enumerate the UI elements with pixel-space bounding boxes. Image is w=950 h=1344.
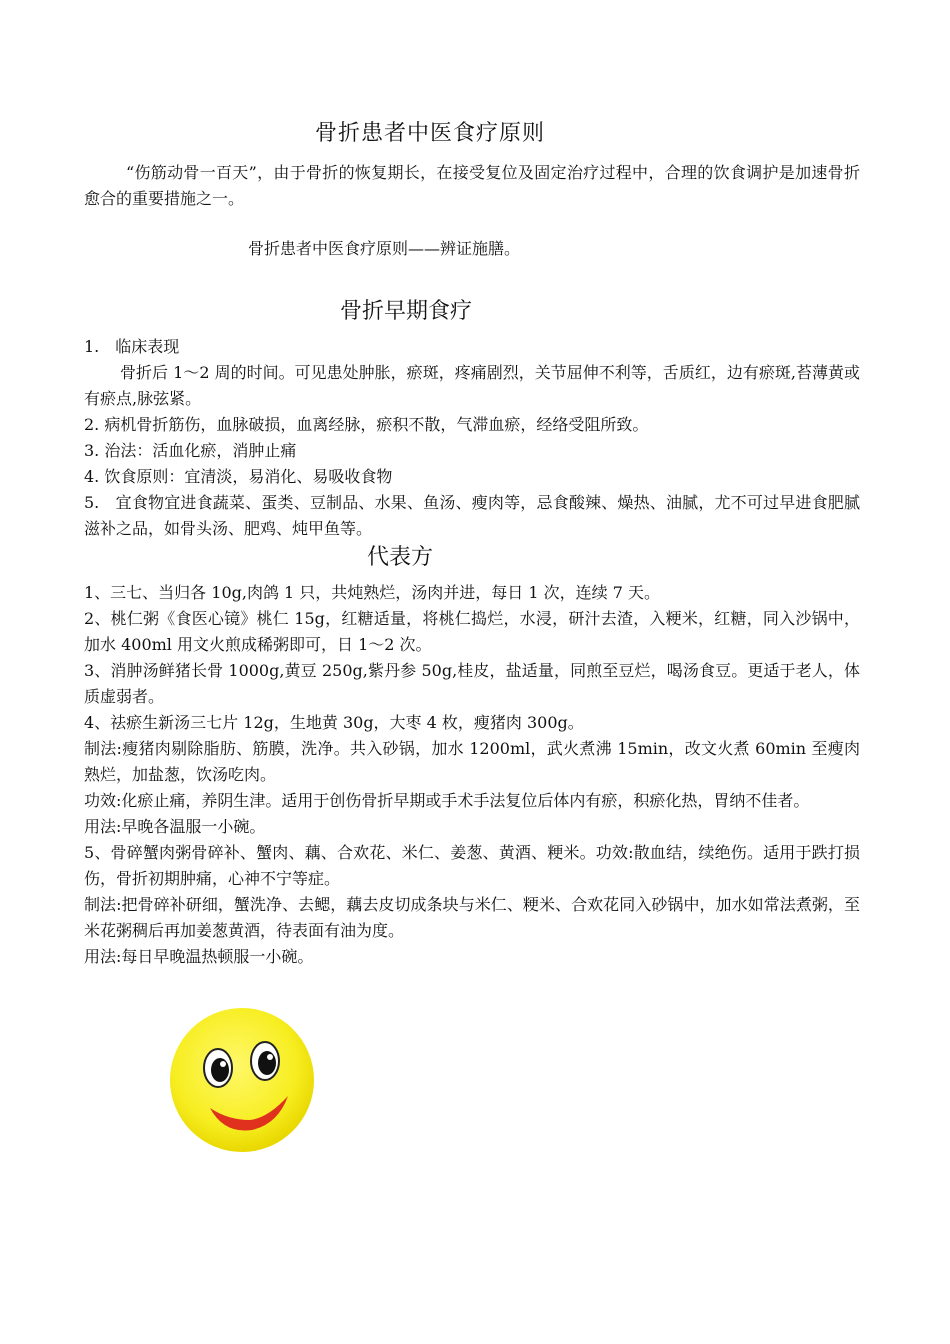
recipe-item: 用法:早晚各温服一小碗。: [84, 817, 266, 836]
intro-paragraph: [84, 160, 860, 212]
list-item: 1. 临床表现: [84, 337, 180, 356]
recipe-list: [84, 580, 860, 970]
page-title: 骨折患者中医食疗原则: [314, 121, 545, 146]
principle-line: 骨折患者中医食疗原则——辨证施膳。: [248, 239, 521, 258]
smiley-face-icon: [168, 1006, 316, 1154]
recipe-item: 1、三七、当归各 10g,肉鸽 1 只，共炖熟烂，汤肉并进，每日 1 次，连续 7 天。: [84, 583, 661, 602]
list-item: 4. 饮食原则：宜清淡，易消化、易吸收食物: [84, 467, 393, 486]
recipe-item: 用法:每日早晚温热顿服一小碗。: [84, 947, 314, 966]
intro-text: “伤筋动骨一百天”，由于骨折的恢复期长，在接受复位及固定治疗过程中，合理的饮食调护是加速骨折愈合的重要措施之一。: [84, 163, 860, 208]
recipe-item: 制法:瘦猪肉剔除脂肪、筋膜，洗净。共入砂锅，加水 1200ml，武火煮沸 15min，改文火煮 60min 至瘦肉熟烂，加盐葱，饮汤吃肉。: [84, 739, 860, 784]
recipe-item: 4、祛瘀生新汤三七片 12g，生地黄 30g，大枣 4 枚，瘦猪肉 300g。: [84, 713, 584, 732]
early-section-list: [84, 334, 860, 542]
recipe-item: 3、消肿汤鲜猪长骨 1000g,黄豆 250g,紫丹参 50g,桂皮，盐适量，同煎至豆烂，喝汤食豆。更适于老人，体质虚弱者。: [84, 661, 860, 706]
recipe-item: 5、骨碎蟹肉粥骨碎补、蟹肉、藕、合欢花、米仁、姜葱、黄酒、粳米。功效:散血结，续绝伤。适用于跌打损伤，骨折初期肿痛，心神不宁等症。: [84, 843, 860, 888]
list-item: 3. 治法：活血化瘀，消肿止痛: [84, 441, 297, 460]
list-item: 骨折后 1～2 周的时间。可见患处肿胀，瘀斑，疼痛剧烈，关节屈伸不利等，舌质红，边有瘀斑,苔薄黄或有瘀点,脉弦紧。: [84, 363, 860, 408]
early-section-heading: 骨折早期食疗: [339, 299, 472, 324]
recipe-item: 制法:把骨碎补研细，蟹洗净、去鳃，藕去皮切成条块与米仁、粳米、合欢花同入砂锅中，加水如常法煮粥，至米花粥稠后再加姜葱黄酒，待表面有油为度。: [84, 895, 860, 940]
list-item: 5. 宜食物宜进食蔬菜、蛋类、豆制品、水果、鱼汤、瘦肉等，忌食酸辣、燥热、油腻，尤不可过早进食肥腻滋补之品，如骨头汤、肥鸡、炖甲鱼等。: [84, 493, 860, 538]
recipe-item: 2、桃仁粥《食医心镜》桃仁 15g，红糖适量，将桃仁捣烂，水浸，研汁去渣，入粳米，红糖，同入沙锅中，加水 400ml 用文火煎成稀粥即可，日 1～2 次。: [84, 609, 860, 654]
list-item: 2. 病机骨折筋伤，血脉破损，血离经脉，瘀积不散，气滞血瘀，经络受阻所致。: [84, 415, 649, 434]
recipe-item: 功效:化瘀止痛，养阴生津。适用于创伤骨折早期或手术手法复位后体内有瘀，积瘀化热，胃纳不佳者。: [84, 791, 810, 810]
representative-recipes-heading: 代表方: [366, 545, 433, 570]
